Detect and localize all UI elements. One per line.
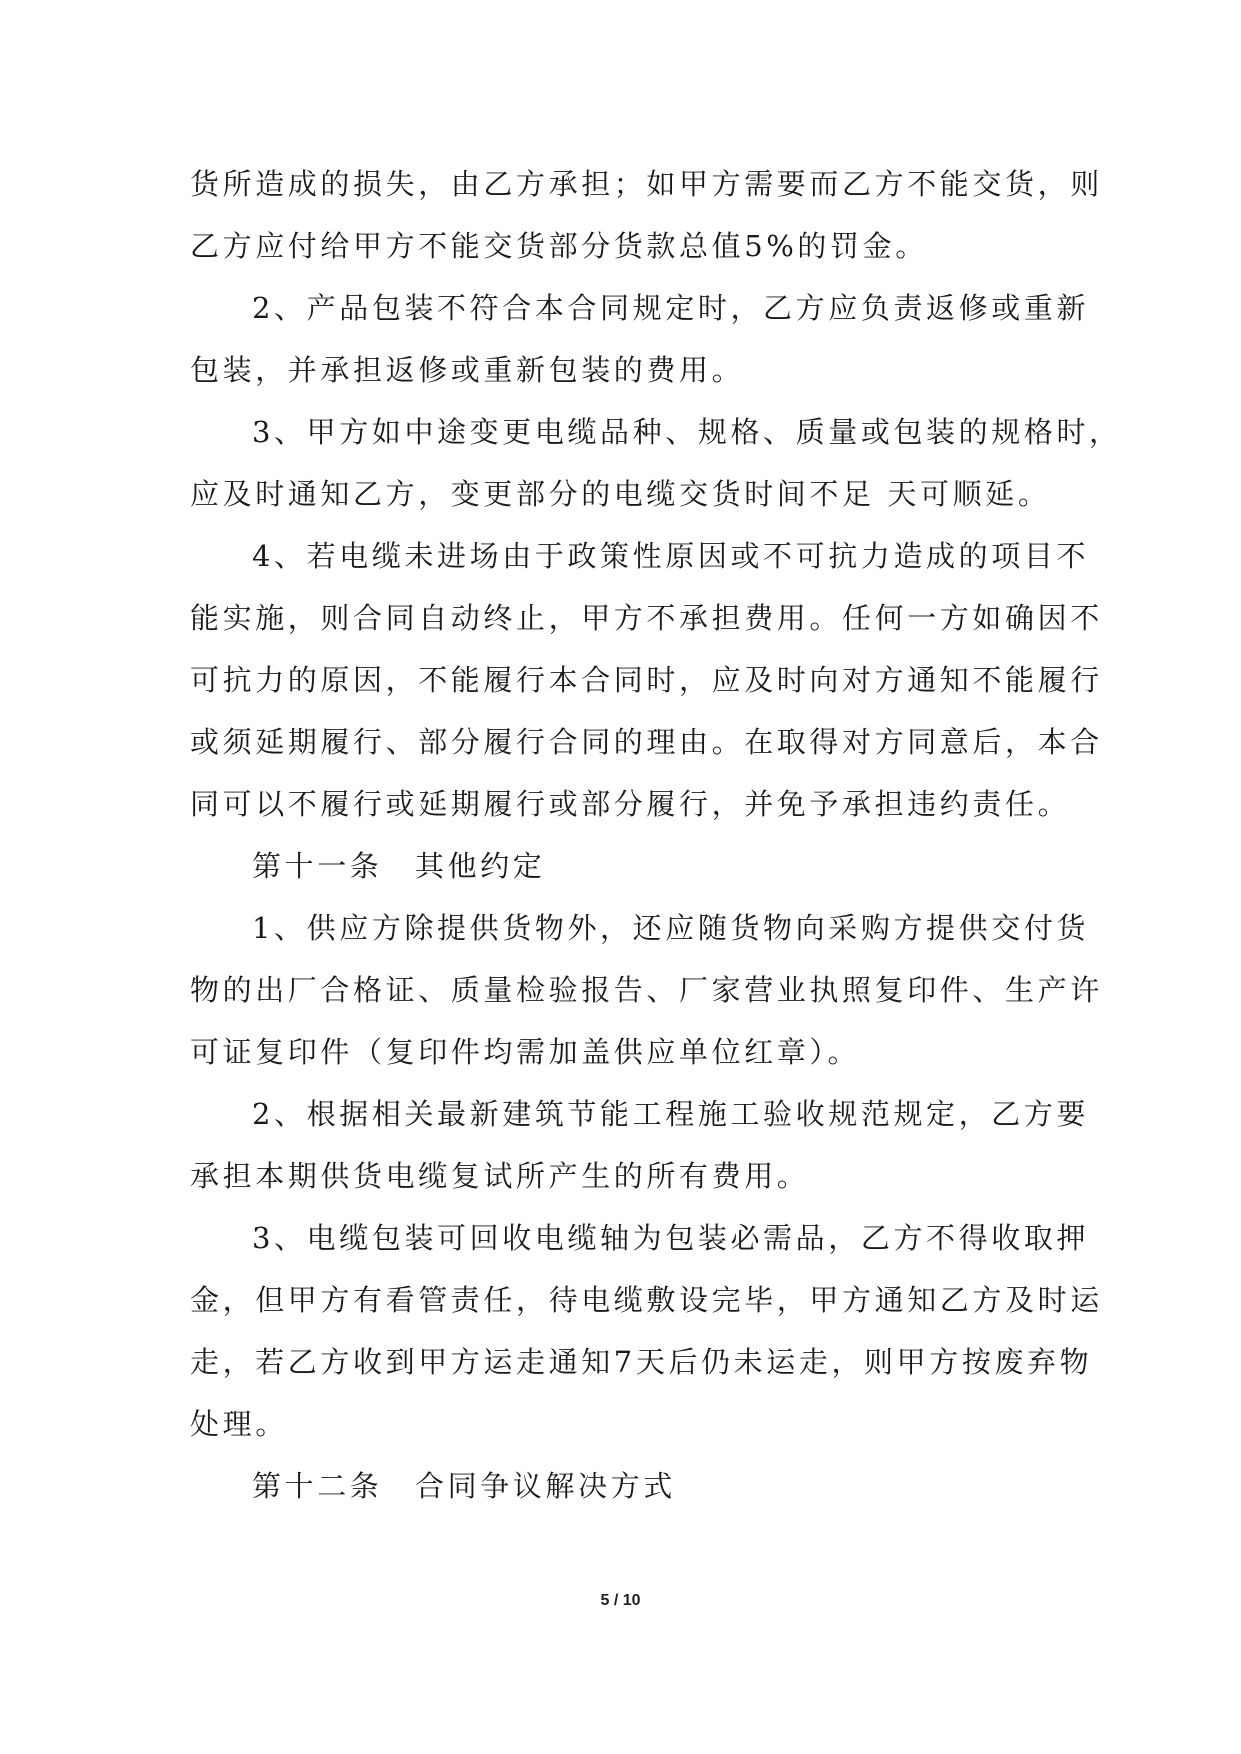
text-line: 乙方应付给甲方不能交货部分货款总值5%的罚金。: [190, 229, 928, 263]
text-line: 2、根据相关最新建筑节能工程施工验收规范规定，乙方要: [252, 1097, 1090, 1131]
text-line: 2、产品包装不符合本合同规定时，乙方应负责返修或重新: [252, 291, 1090, 325]
text-line: 处理。: [190, 1407, 288, 1441]
text-line: 物的出厂合格证、质量检验报告、厂家营业执照复印件、生产许: [190, 973, 1103, 1007]
text-line: 货所造成的损失，由乙方承担；如甲方需要而乙方不能交货，则: [190, 167, 1103, 201]
text-line: 或须延期履行、部分履行合同的理由。在取得对方同意后，本合: [190, 725, 1103, 759]
text-line: 3、电缆包装可回收电缆轴为包装必需品，乙方不得收取押: [252, 1221, 1090, 1255]
text-line: 包装，并承担返修或重新包装的费用。: [190, 353, 745, 387]
text-line: 可抗力的原因，不能履行本合同时，应及时向对方通知不能履行: [190, 663, 1103, 697]
text-line: 可证复印件（复印件均需加盖供应单位红章）。: [190, 1035, 861, 1069]
text-line: 3、甲方如中途变更电缆品种、规格、质量或包装的规格时，: [252, 415, 1122, 449]
section-heading: 第十一条 其他约定: [252, 849, 546, 883]
page-number: 5 / 10: [600, 1592, 641, 1609]
section-heading: 第十二条 合同争议解决方式: [252, 1469, 676, 1503]
text-line: 1、供应方除提供货物外，还应随货物向采购方提供交付货: [252, 911, 1090, 945]
text-line: 走，若乙方收到甲方运走通知7天后仍未运走，则甲方按废弃物: [190, 1345, 1093, 1379]
text-line: 金，但甲方有看管责任，待电缆敷设完毕，甲方通知乙方及时运: [190, 1283, 1103, 1317]
text-line: 应及时通知乙方，变更部分的电缆交货时间不足 天可顺延。: [190, 477, 1051, 511]
text-line: 承担本期供货电缆复试所产生的所有费用。: [190, 1159, 810, 1193]
text-line: 4、若电缆未进场由于政策性原因或不可抗力造成的项目不: [252, 539, 1090, 573]
document-body: [190, 153, 1122, 1517]
text-line: 能实施，则合同自动终止，甲方不承担费用。任何一方如确因不: [190, 601, 1103, 635]
text-line: 同可以不履行或延期履行或部分履行，并免予承担违约责任。: [190, 787, 1071, 821]
